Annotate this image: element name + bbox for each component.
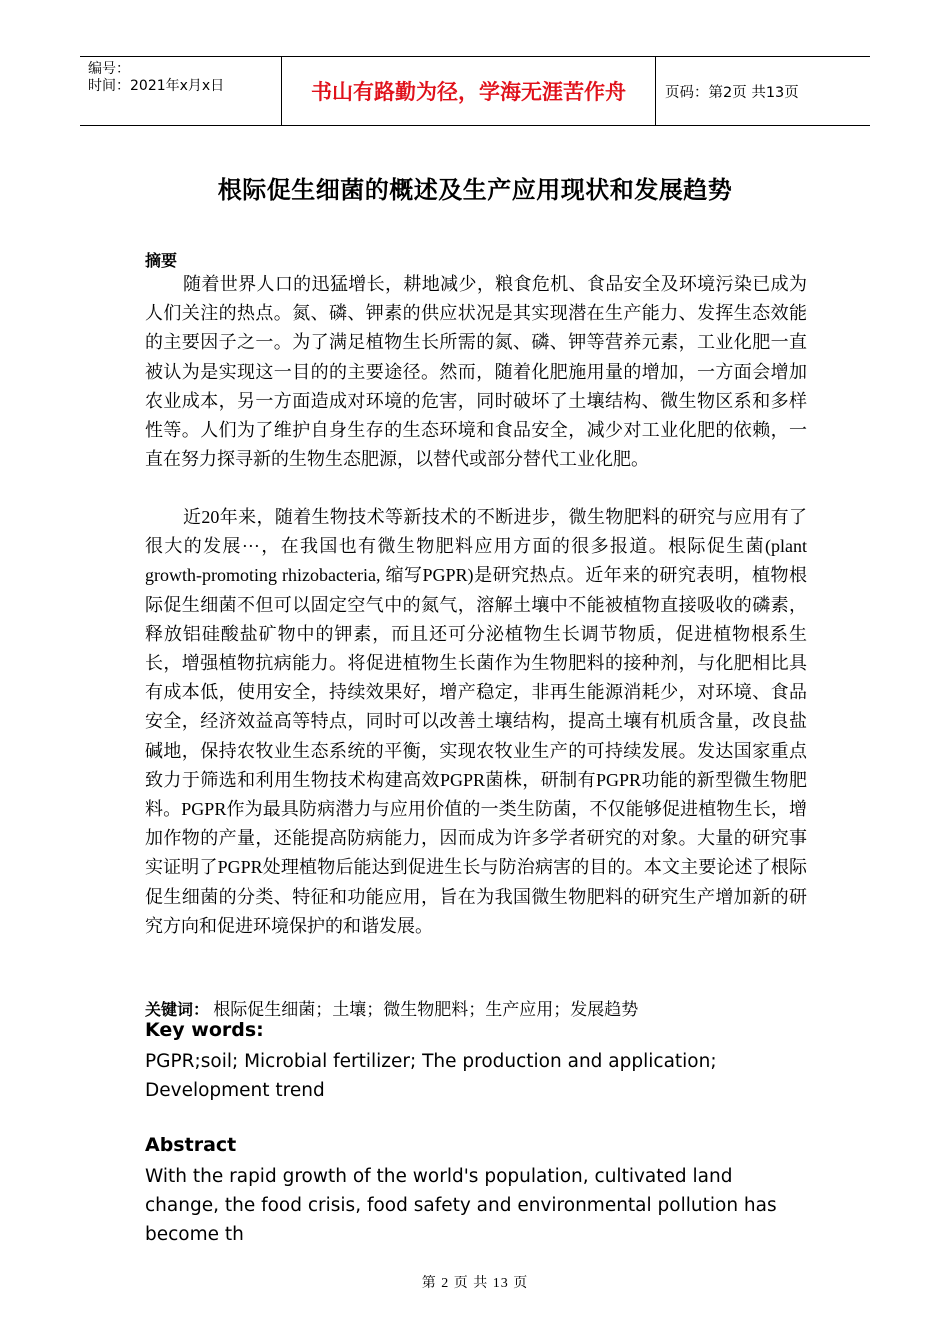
abstract-en-label: Abstract — [145, 1134, 237, 1156]
keywords-en-text: PGPR;soil; Microbial fertilizer; The production and application; Development trend — [145, 1051, 717, 1101]
document-number-label: 编号： — [88, 61, 130, 77]
keywords-cn-text: 根际促生细菌；土壤；微生物肥料；生产应用；发展趋势 — [213, 1000, 639, 1019]
keywords-cn — [145, 995, 638, 1020]
page-header — [80, 56, 870, 126]
abstract-cn-label: 摘要 — [145, 251, 178, 270]
header-page-info: 页码：第2页 共13页 — [665, 84, 799, 101]
abstract-cn-paragraph-1: 随着世界人口的迅猛增长，耕地减少，粮食危机、食品安全及环境污染已成为人们关注的热点。氮、磷、钾素的供应状况是其实现潜在生产能力、发挥生态效能的主要因子之一。为了满足植物生长所需的氮、磷、钾等营养元素，工业化肥一直被认为是实现这一目的的主要途径。然而，随着化肥施用量的增加，一方面会增加农业成本，另一方面造成对环境的危害，同时破坏了土壤结构、微生物区系和多样性等。人们为了维护自身生存的生态环境和食品安全，减少对工业化肥的依赖，一直在努力探寻新的生物生态肥源，以替代或部分替代工业化肥。 — [145, 274, 807, 470]
keywords-cn-label: 关键词： — [145, 1000, 210, 1019]
document-title: 根际促生细菌的概述及生产应用现状和发展趋势 — [217, 176, 733, 204]
document-time: 时间：2021年x月x日 — [88, 78, 225, 94]
abstract-en-text: With the rapid growth of the world's population, cultivated land change, the food crisis, food safety and environmental pollution has become th — [145, 1166, 777, 1245]
header-motto: 书山有路勤为径，学海无涯苦作舟 — [281, 57, 656, 125]
keywords-en-label: Key words: — [145, 1019, 264, 1041]
page-footer: 第 2 页 共 13 页 — [421, 1276, 529, 1291]
abstract-cn-paragraph-2: 近20年来，随着生物技术等新技术的不断进步，微生物肥料的研究与应用有了很大的发展···，在我国也有微生物肥料应用方面的很多报道。根际促生菌(plant growth-promoting rhizobacteria, 缩写PGPR)是研究热点。近年来的研究表明，植物根际促生细菌不但可以固定空气中的氮气，溶解土壤中不能被植物直接吸收的磷素，释放铝硅酸盐矿物中的钾素，而且还可分泌植物生长调节物质，促进植物根系生长，增强植物抗病能力。将促进植物生长菌作为生物肥料的接种剂，与化肥相比具有成本低，使用安全，持续效果好，增产稳定，非再生能源消耗少，对环境、食品安全，经济效益高等特点，同时可以改善土壤结构，提高土壤有机质含量，改良盐碱地，保持农牧业生态系统的平衡，实现农牧业生产的可持续发展。发达国家重点致力于筛选和利用生物技术构建高效PGPR菌株，研制有PGPR功能的新型微生物肥料。PGPR作为最具防病潜力与应用价值的一类生防菌，不仅能够促进植物生长，增加作物的产量，还能提高防病能力，因而成为许多学者研究的对象。大量的研究事实证明了PGPR处理植物后能达到促进生长与防治病害的目的。本文主要论述了根际促生细菌的分类、特征和功能应用，旨在为我国微生物肥料的研究生产增加新的研究方向和促进环境保护的和谐发展。 — [145, 507, 807, 936]
header-meta — [88, 61, 284, 95]
